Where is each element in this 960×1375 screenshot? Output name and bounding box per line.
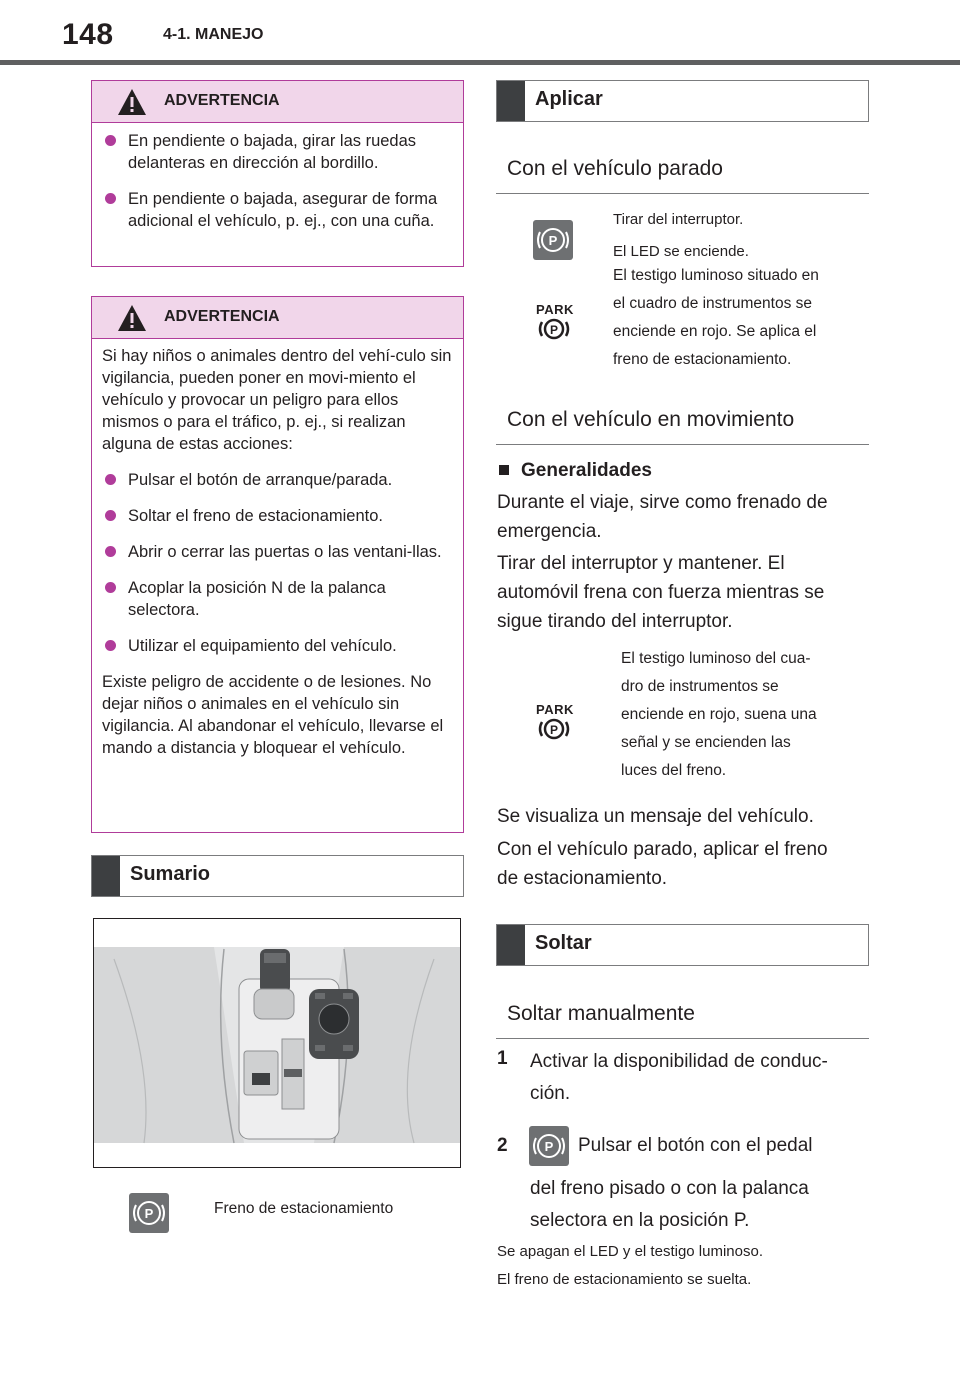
warning-bullet: Pulsar el botón de arranque/parada. — [102, 469, 453, 491]
section-bar-label: Soltar — [535, 932, 592, 954]
svg-text:P: P — [549, 323, 559, 337]
subheading-manual: Soltar manualmente — [507, 1002, 695, 1025]
section-bar-soltar — [496, 924, 869, 966]
legend-label: Freno de estacionamiento — [214, 1200, 394, 1217]
warning-triangle-icon — [116, 303, 148, 333]
instruction-line: El LED se enciende. — [613, 243, 749, 260]
warning-triangle-icon — [116, 87, 148, 117]
subheading-movimiento: Con el vehículo en movimiento — [507, 408, 795, 431]
section-bar-label: Aplicar — [535, 88, 603, 110]
warning-bullet: Utilizar el equipamiento del vehículo. — [102, 635, 453, 657]
step-text: del freno pisado o con la palanca selectora en la posición P. — [530, 1178, 809, 1231]
step-number: 1 — [497, 1048, 508, 1069]
console-illustration — [93, 918, 461, 1168]
svg-text:P: P — [144, 1206, 154, 1221]
subheading-parado: Con el vehículo parado — [507, 157, 723, 180]
warning-outro: Existe peligro de accidente o de lesiones. No dejar niños o animales en el vehículo sin vigilancia. Al abandonar el vehículo, llevarse el mando a distancia y bloquear el vehículo. — [102, 673, 444, 757]
warning-title: ADVERTENCIA — [164, 92, 280, 109]
header-rule — [0, 60, 960, 65]
warning-bullet: Soltar el freno de estacionamiento. — [102, 505, 453, 527]
park-indicator-icon: PARK P — [536, 702, 574, 737]
paragraph: Con el vehículo parado, aplicar el freno de estacionamiento. — [497, 839, 828, 889]
warning-intro: Si hay niños o animales dentro del vehí-culo sin vigilancia, pueden poner en movi-miento el vehículo y provocar un peligro para ellos mismos o para el tráfico, p. ej., si realizan alguna de estas acciones: — [102, 347, 452, 453]
warning-box-2 — [91, 296, 464, 833]
parking-brake-icon — [533, 220, 573, 260]
step-text: Pulsar el botón con el pedal — [578, 1135, 813, 1156]
section-bar-label: Sumario — [130, 863, 211, 885]
warning-header — [92, 81, 463, 123]
warning-box-1 — [91, 80, 464, 267]
page-number: 148 — [62, 18, 114, 51]
warning-bullet: Abrir o cerrar las puertas o las ventani-llas. — [102, 541, 453, 563]
paragraph: Se visualiza un mensaje del vehículo. — [497, 806, 814, 827]
note: Se apagan el LED y el testigo luminoso. — [497, 1243, 763, 1260]
warning-title: ADVERTENCIA — [164, 308, 280, 325]
warning-bullet: En pendiente o bajada, girar las ruedas delanteras en dirección al bordillo. — [102, 130, 453, 174]
warning-bullet: Acoplar la posición N de la palanca selectora. — [102, 577, 453, 621]
svg-text:P: P — [544, 1139, 554, 1154]
svg-text:P: P — [549, 723, 559, 737]
paragraph: Durante el viaje, sirve como frenado de emergencia. — [497, 492, 828, 542]
park-description: El testigo luminoso del cua- dro de instrumentos se enciende en rojo, suena una señal y se encienden las luces del freno. — [621, 650, 817, 779]
parking-brake-icon — [529, 1126, 569, 1166]
section-bar-sumario — [91, 855, 464, 897]
park-indicator-icon: PARK P — [536, 302, 574, 337]
svg-text:P: P — [548, 233, 558, 248]
park-description: El testigo luminoso situado en el cuadro de instrumentos se enciende en rojo. Se aplica el freno de estacionamiento. — [613, 267, 819, 368]
instruction-line: Tirar del interruptor. — [613, 211, 744, 228]
generalidades-heading: Generalidades — [499, 460, 652, 482]
note: El freno de estacionamiento se suelta. — [497, 1271, 752, 1288]
parking-brake-icon — [129, 1193, 169, 1233]
warning-header — [92, 297, 463, 339]
section-title: 4-1. MANEJO — [163, 26, 264, 43]
section-bar-aplicar — [496, 80, 869, 122]
warning-bullet: En pendiente o bajada, asegurar de forma adicional el vehículo, p. ej., con una cuña. — [102, 188, 453, 232]
paragraph: Tirar del interruptor y mantener. El automóvil frena con fuerza mientras se sigue tirando del interruptor. — [497, 553, 825, 632]
step-number: 2 — [497, 1135, 508, 1156]
step-text: Activar la disponibilidad de conduc- ción. — [530, 1051, 828, 1104]
